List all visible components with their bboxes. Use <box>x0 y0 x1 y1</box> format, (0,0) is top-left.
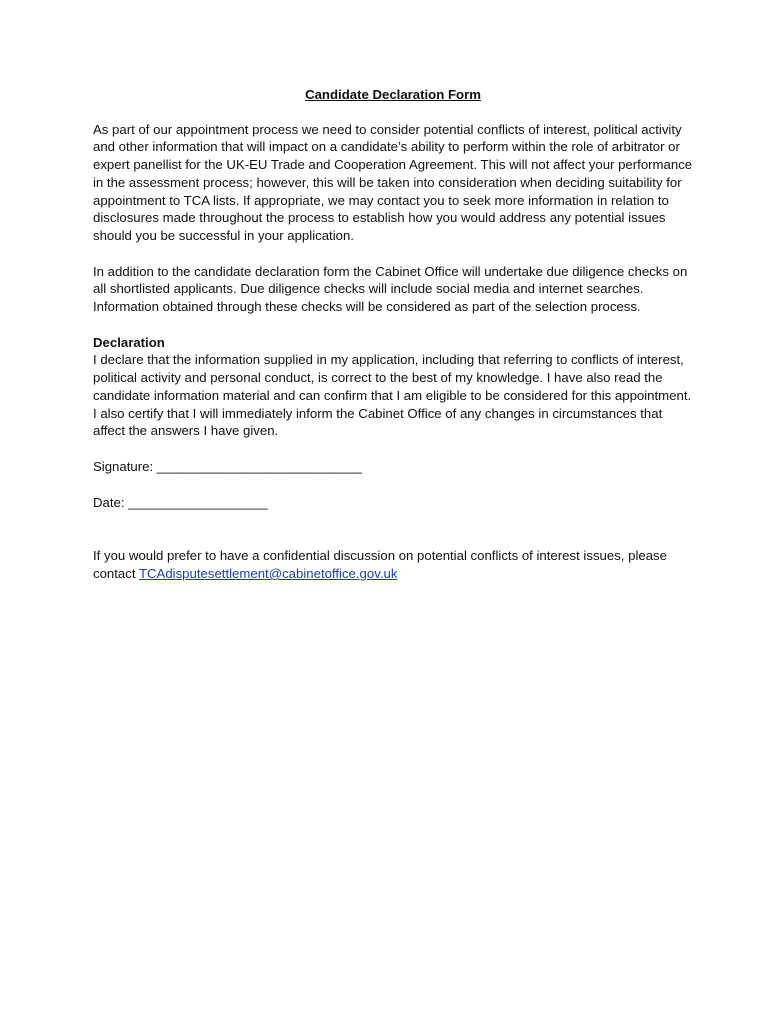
due-diligence-paragraph: In addition to the candidate declaration form the Cabinet Office will undertake due diligence checks on all shortlisted applicants. Due diligence checks will include social media and internet searches. Information obtained through these checks will be considered as part of the selection process. <box>93 263 688 315</box>
contact-paragraph <box>93 547 693 582</box>
date-field[interactable]: Date: ___________________ <box>93 494 268 510</box>
declaration-heading: Declaration <box>93 334 165 350</box>
declaration-section <box>93 334 693 440</box>
contact-text: If you would prefer to have a confidential discussion on potential conflicts of interest issues, please contact <box>93 548 667 582</box>
document-page <box>93 86 693 601</box>
intro-paragraph: As part of our appointment process we need to consider potential conflicts of interest, political activity and other information that will impact on a candidate’s ability to perform within the role of arbitrator or expert panellist for the UK-EU Trade and Cooperation Agreement. This will not affect your performance in the assessment process; however, this will be taken into consideration when deciding suitability for appointment to TCA lists. If appropriate, we may contact you to seek more information in relation to disclosures made throughout the process to establish how you would address any potential issues should you be successful in your application. <box>93 121 693 243</box>
spacer <box>93 529 693 547</box>
contact-email-link[interactable]: TCAdisputesettlement@cabinetoffice.gov.uk <box>138 566 398 582</box>
document-title: Candidate Declaration Form <box>305 87 481 102</box>
signature-field[interactable]: Signature: ____________________________ <box>93 458 363 474</box>
declaration-text: I declare that the information supplied in my application, including that referring to conflicts of interest, political activity and personal conduct, is correct to the best of my knowledge. I have also read the candidate information material and can confirm that I am eligible to be considered for this appointment. I also certify that I will immediately inform the Cabinet Office of any changes in circumstances that affect the answers I have given. <box>93 352 692 439</box>
